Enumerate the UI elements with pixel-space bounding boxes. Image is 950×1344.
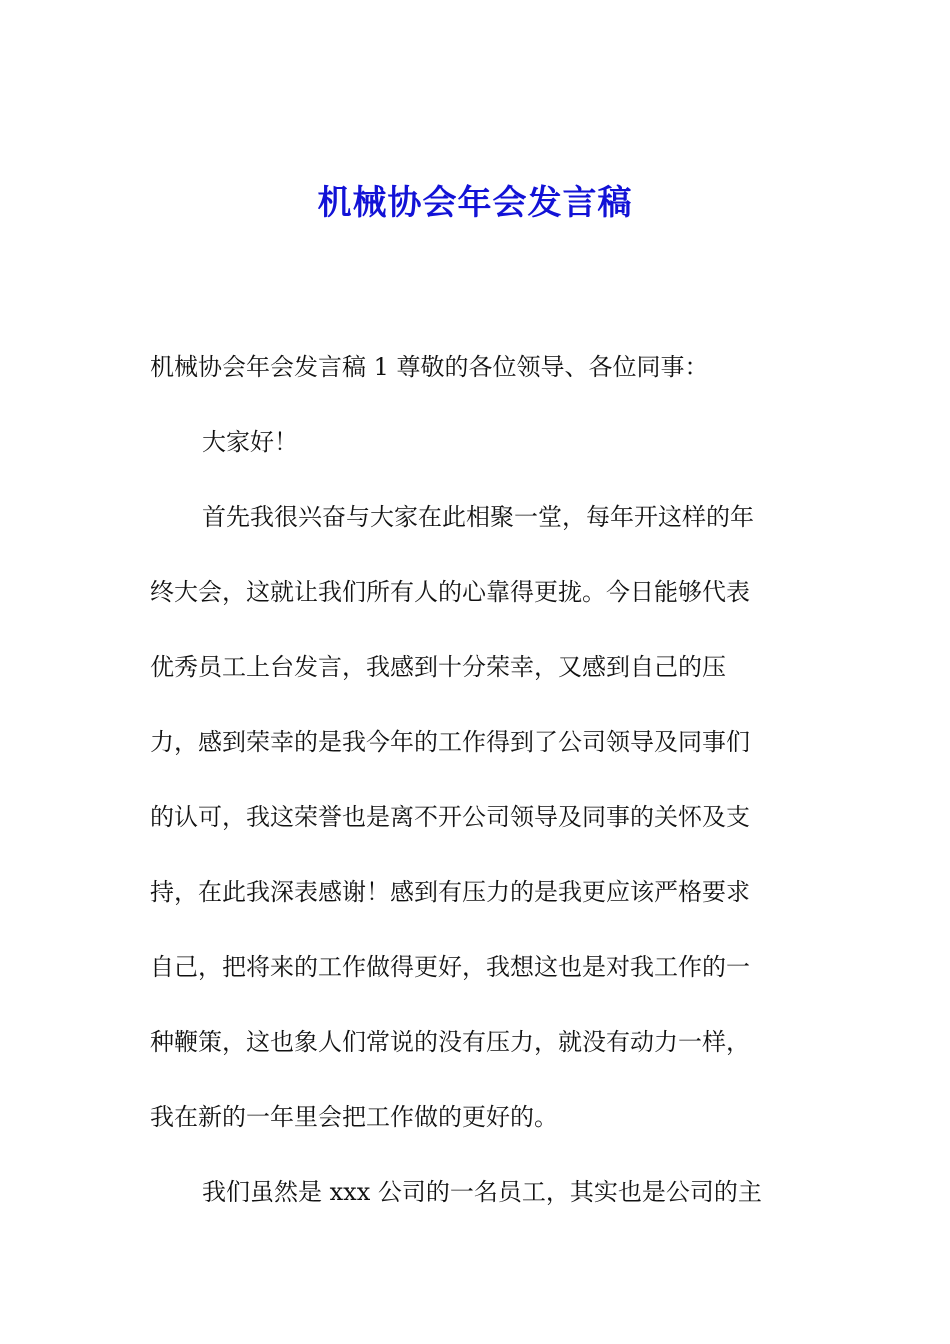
paragraph-line: 自己，把将来的工作做得更好，我想这也是对我工作的一 [150, 953, 750, 981]
paragraph-line: 力，感到荣幸的是我今年的工作得到了公司领导及同事们 [150, 728, 750, 756]
paragraph-line: 优秀员工上台发言，我感到十分荣幸，又感到自己的压 [150, 653, 726, 681]
paragraph-line: 首先我很兴奋与大家在此相聚一堂，每年开这样的年 [202, 503, 754, 531]
document-title: 机械协会年会发言稿 [317, 183, 633, 223]
paragraph-line: 我在新的一年里会把工作做的更好的。 [150, 1103, 558, 1131]
paragraph-line: 种鞭策，这也象人们常说的没有压力，就没有动力一样， [150, 1028, 750, 1056]
paragraph-line: 大家好！ [202, 428, 298, 456]
paragraph-line: 的认可，我这荣誉也是离不开公司领导及同事的关怀及支 [150, 803, 750, 831]
paragraph-line: 我们虽然是 xxx 公司的一名员工，其实也是公司的主 [202, 1178, 762, 1206]
paragraph-line: 持，在此我深表感谢！感到有压力的是我更应该严格要求 [150, 878, 750, 906]
paragraph-line: 机械协会年会发言稿 1 尊敬的各位领导、各位同事： [150, 353, 709, 381]
paragraph-line: 终大会，这就让我们所有人的心靠得更拢。今日能够代表 [150, 578, 750, 606]
document-body [150, 330, 790, 1230]
